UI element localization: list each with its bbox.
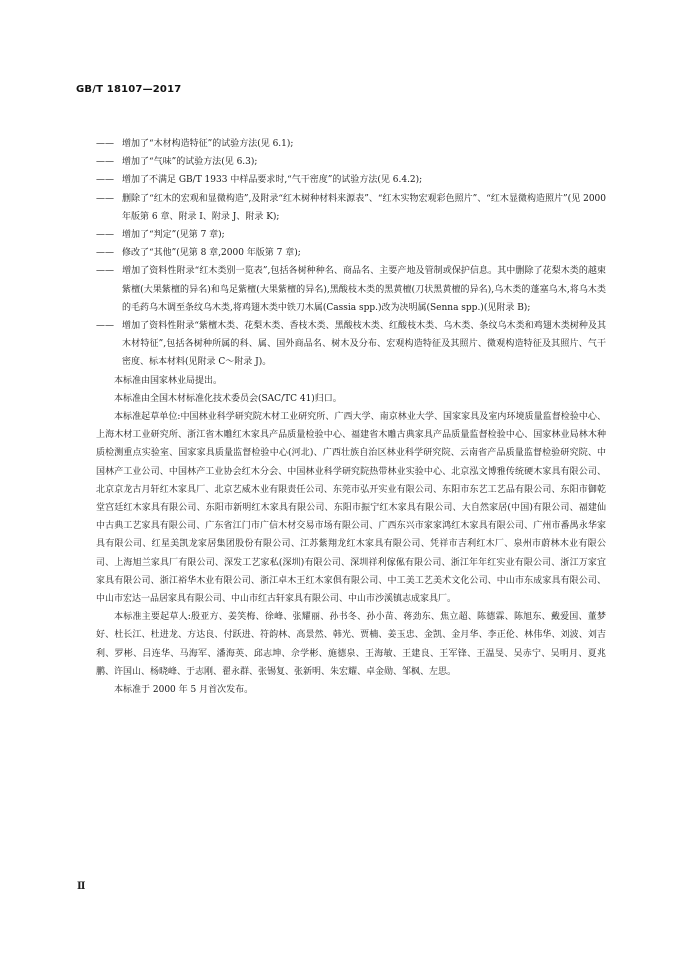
change-item <box>96 226 606 244</box>
change-text: 增加了“气味”的试验方法(见 6.3); <box>122 157 258 168</box>
page-number: Ⅱ <box>77 881 86 892</box>
change-item <box>96 135 606 153</box>
proposer-paragraph: 本标准由国家林业局提出。 <box>114 375 223 386</box>
dash-mark: —— <box>96 175 114 186</box>
change-text: 增加了不满足 GB/T 1933 中样品要求时,“气干密度”的试验方法(见 6.4.2); <box>122 175 423 186</box>
dash-mark: —— <box>96 157 114 168</box>
first-release-paragraph: 本标准于 2000 年 5 月首次发布。 <box>114 685 254 696</box>
change-text: 增加了资料性附录“红木类别一览表”,包括各树种种名、商品名、主要产地及管制或保护信息。其中删除了花梨木类的越柬紫檀(大果紫檀的异名)和鸟足紫檀(大果紫檀的异名),黑酸枝木类的黑黄檀(刀状黑黄檀的异名),乌木类的蓬塞乌木,将乌木类的毛药乌木调至条纹乌木类,将鸡翅木类中铁刀木属(Cassia spp.)改为决明属(Senna spp.)(见附录 B); <box>122 266 606 313</box>
change-text: 增加了“木材构造特征”的试验方法(见 6.1); <box>122 139 294 149</box>
dash-mark: —— <box>96 266 114 277</box>
dash-mark: —— <box>96 248 114 259</box>
change-item <box>96 262 606 317</box>
change-text: 修改了“其他”(见第 8 章,2000 年版第 7 章); <box>122 248 301 259</box>
change-item <box>96 244 606 262</box>
change-item <box>96 153 606 171</box>
change-list <box>96 135 606 372</box>
drafters-paragraph: 本标准主要起草人:殷亚方、姜笑梅、徐峰、张耀丽、孙书冬、孙小苗、蒋劲东、焦立超、陈德霖、陈旭东、戴爱国、董梦好、杜长江、杜进龙、方达良、付跃进、符韵林、高景然、韩光、贾楠、姜玉忠、金凯、金月华、李正伦、林伟华、刘波、刘吉利、罗彬、吕连华、马海军、潘海英、邱志坤、佘学彬、施德泉、王海敏、王建良、王军锋、王温旻、吴赤宁、吴明月、夏兆鹏、许国山、杨晓峰、于志刚、翟永群、张锡复、张新明、朱宏耀、卓金勋、邹枫、左思。 <box>96 612 606 677</box>
dash-mark: —— <box>96 321 114 332</box>
dash-mark: —— <box>96 230 114 241</box>
change-text: 删除了“红木的宏观和显微构造”,及附录“红木树种材料来源表”、“红木实物宏观彩色照片”、“红木显微构造照片”(见 2000 年版第 6 章、附录 I、附录 J、附录 K); <box>122 193 606 222</box>
change-text: 增加了资料性附录“紫檀木类、花梨木类、香枝木类、黑酸枝木类、红酸枝木类、乌木类、条纹乌木类和鸡翅木类树种及其木材特征”,包括各树种所属的科、属、国外商品名、树木及分布、宏观构造特征及其照片、微观构造特征及其照片、气干密度、标本材料(见附录 C～附录 J)。 <box>122 321 606 368</box>
change-text: 增加了“判定”(见第 7 章); <box>122 230 225 241</box>
dash-mark: —— <box>96 193 114 204</box>
change-item <box>96 190 606 226</box>
dash-mark: —— <box>96 139 114 149</box>
drafting-units-paragraph: 本标准起草单位:中国林业科学研究院木材工业研究所、广西大学、南京林业大学、国家家具及室内环境质量监督检验中心、上海木材工业研究所、浙江省木雕红木家具产品质量检验中心、福建省木雕古典家具产品质量监督检验中心、国家林业局林木种质检测重点实验室、国家家具质量监督检验中心(河北)、广西壮族自治区林业科学研究院、云南省产品质量监督检验研究院、中国林产工业公司、中国林产工业协会红木分会、中国林业科学研究院热带林业实验中心、北京泓文博雅传统硬木家具有限公司、北京京龙古月轩红木家具厂、北京艺威木业有限责任公司、东莞市弘开实业有限公司、东阳市东艺工艺品有限公司、东阳市御乾堂宫廷红木家具有限公司、东阳市新明红木家具有限公司、东阳市振宁红木家具有限公司、大自然家居(中国)有限公司、福建仙中古典工艺家具有限公司、广东省江门市广信木材交易市场有限公司、广西东兴市家家鸿红木家具有限公司、广州市番禺永华家具有限公司、红星美凯龙家居集团股份有限公司、江苏紫翔龙红木家具有限公司、凭祥市吉利红木厂、泉州市蔚林木业有限公司、上海旭兰家具厂有限公司、深发工艺家私(深圳)有限公司、深圳祥利傢俬有限公司、浙江年年红实业有限公司、浙江万家宜家具有限公司、浙江裕华木业有限公司、浙江卓木王红木家俱有限公司、中工美工艺美术文化公司、中山市东成家具有限公司、中山市宏达一品居家具有限公司、中山市红古轩家具有限公司、中山市沙溪镇志成家具厂。 <box>96 412 606 605</box>
document-body <box>96 135 606 699</box>
committee-paragraph: 本标准由全国木材标准化技术委员会(SAC/TC 41)归口。 <box>114 393 342 404</box>
change-item <box>96 317 606 372</box>
standard-number-header: GB/T 18107—2017 <box>76 84 182 95</box>
change-item <box>96 171 606 189</box>
